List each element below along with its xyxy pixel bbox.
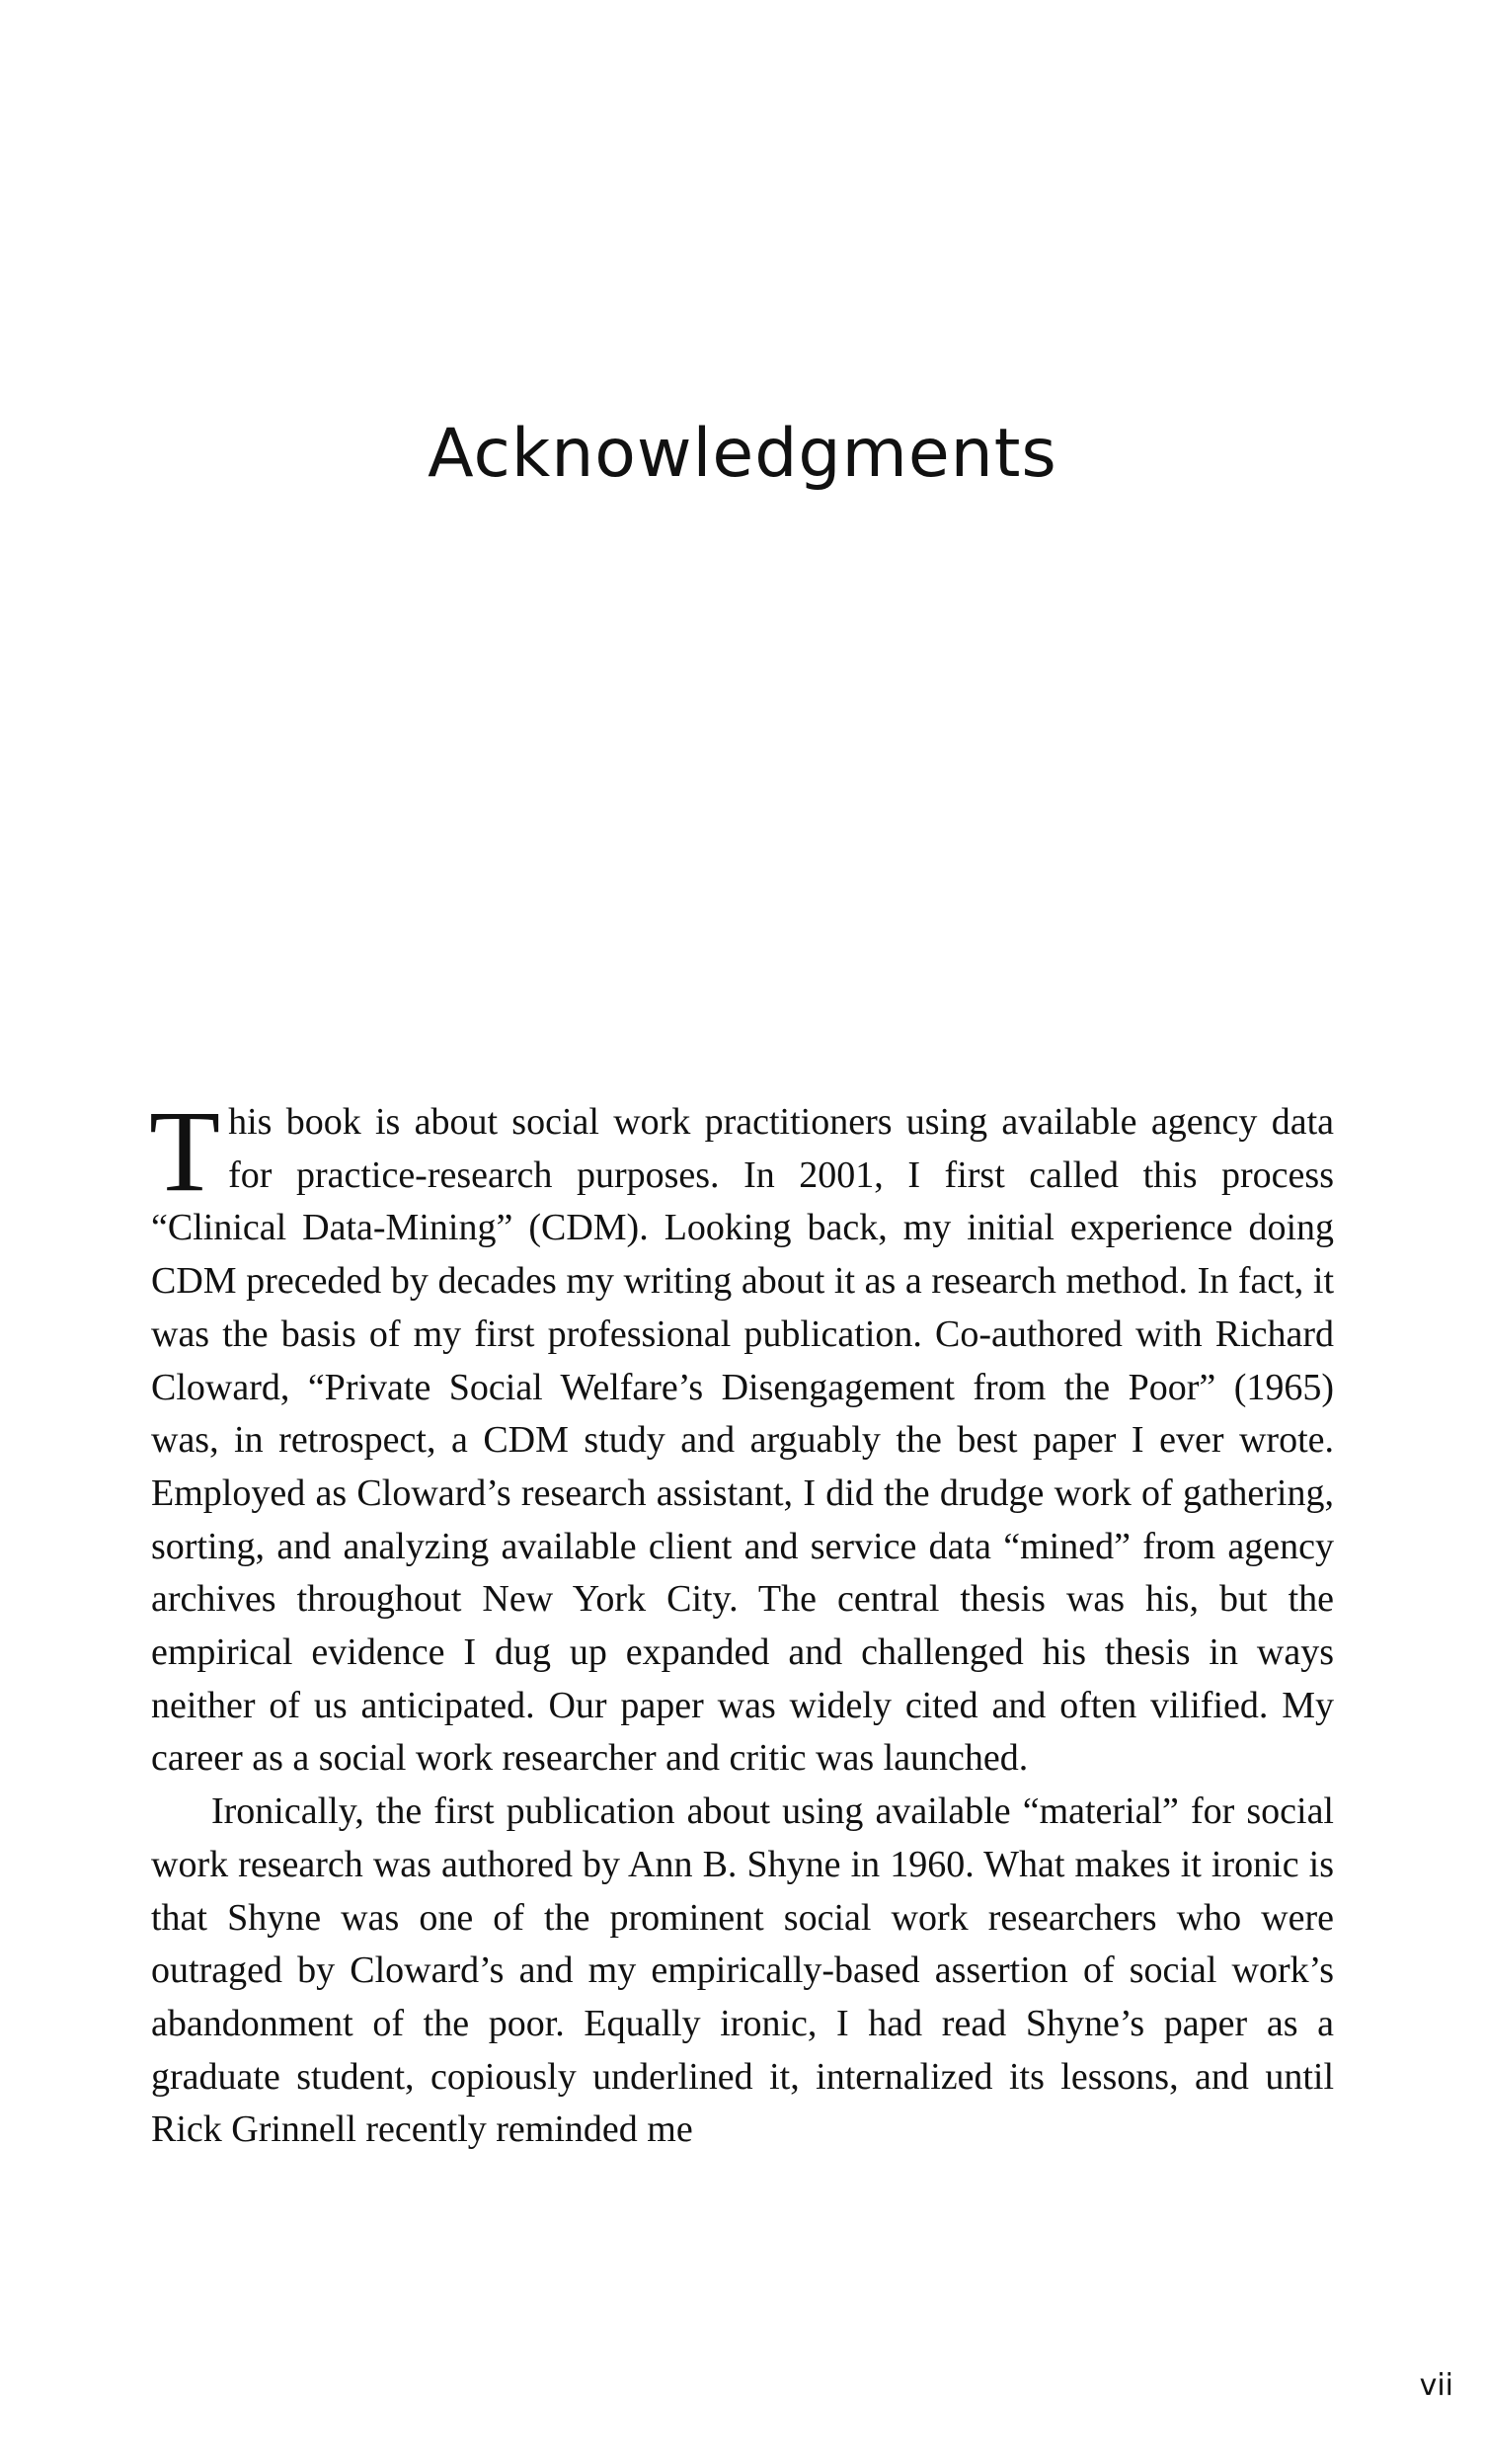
page-number: vii (1419, 2368, 1453, 2403)
body-text (149, 1086, 1334, 2157)
chapter-title: Acknowledgments (428, 415, 1057, 493)
paragraph-1-text: his book is about social work practitioners using available agency data for practice-research purposes. In 2001, I first called this process “Clinical Data-Mining” (CDM). Looking back, my initial experience doing CDM preceded by decades my writing about it as a research method. In fact, it was the basis of my first professional publication. Co-authored with Richard Cloward, “Private Social Welfare’s Disengagement from the Poor” (1965) was, in retrospect, a CDM study and arguably the best paper I ever wrote. Employed as Cloward’s research assistant, I did the drudge work of gathering, sorting, and analyzing available client and service data “mined” from agency archives throughout New York City. The central thesis was his, but the empirical evidence I dug up expanded and challenged his thesis in ways neither of us anticipated. Our paper was widely cited and often vilified. My career as a social work researcher and critic was launched. (151, 1101, 1334, 1780)
paragraph-2: Ironically, the first publication about using available “material” for social work research was authored by Ann B. Shyne in 1960. What makes it ironic is that Shyne was one of the prominent social work researchers who were outraged by Cloward’s and my empirically-based assertion of social work’s abandonment of the poor. Equally ironic, I had read Shyne’s paper as a graduate student, copiously underlined it, internalized its lessons, and until Rick Grinnell recently reminded me (151, 1790, 1334, 2151)
paragraph-1 (149, 1086, 1334, 1786)
drop-cap: T (149, 1086, 221, 1216)
